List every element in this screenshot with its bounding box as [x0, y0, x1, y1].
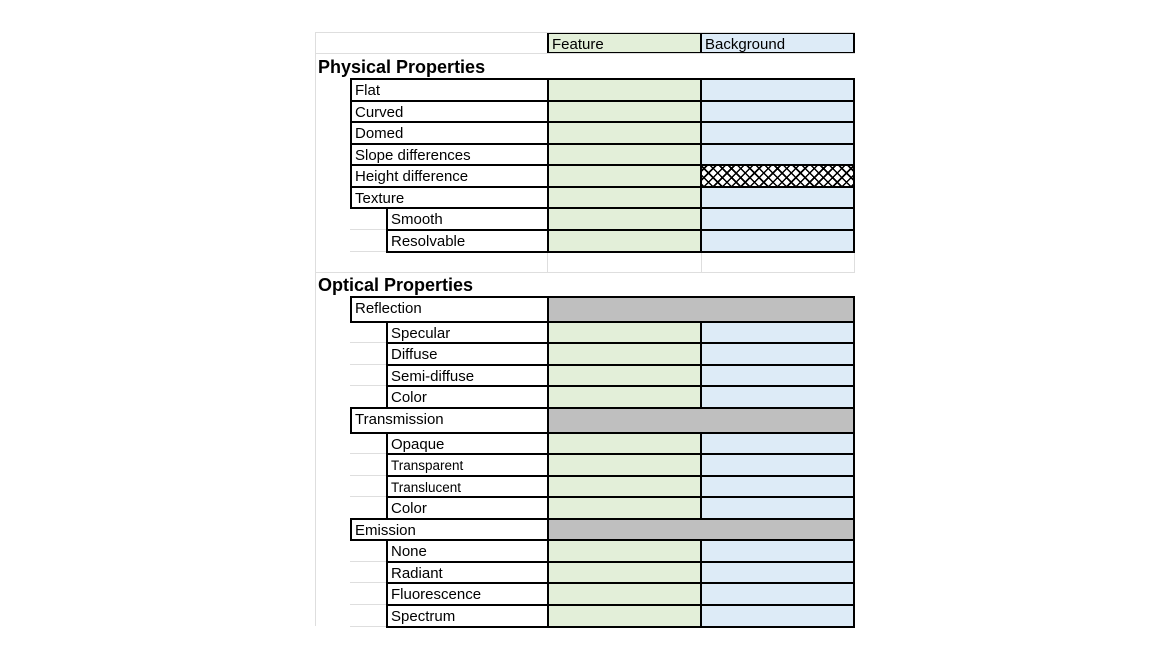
feature-cell-diffuse[interactable]: [547, 342, 702, 366]
background-cell-spectrum[interactable]: [700, 604, 855, 628]
row-label-fluorescence: Fluorescence: [386, 582, 549, 606]
gridline: [315, 53, 855, 54]
feature-cell-slope-differences[interactable]: [547, 143, 702, 166]
background-cell-opaque[interactable]: [700, 432, 855, 455]
row-label-specular: Specular: [386, 321, 549, 344]
background-cell-diffuse[interactable]: [700, 342, 855, 366]
hatched-background-cell-height-difference[interactable]: [700, 164, 855, 188]
gridline: [315, 32, 855, 33]
gridline: [350, 251, 386, 252]
background-cell-none[interactable]: [700, 539, 855, 563]
gridline: [350, 604, 386, 605]
gridline: [547, 251, 548, 273]
feature-cell-translucent[interactable]: [547, 475, 702, 498]
feature-cell-spectrum[interactable]: [547, 604, 702, 628]
row-label-diffuse: Diffuse: [386, 342, 549, 366]
gridline: [350, 342, 386, 343]
background-cell-color[interactable]: [700, 385, 855, 409]
background-cell-translucent[interactable]: [700, 475, 855, 498]
feature-cell-domed[interactable]: [547, 121, 702, 145]
background-cell-resolvable[interactable]: [700, 229, 855, 253]
row-label-emission: Emission: [350, 518, 549, 541]
row-label-flat: Flat: [350, 78, 549, 102]
gridline: [701, 251, 702, 273]
gridline: [350, 626, 386, 627]
feature-cell-height-difference[interactable]: [547, 164, 702, 188]
gridline: [315, 32, 316, 626]
row-label-domed: Domed: [350, 121, 549, 145]
background-cell-curved[interactable]: [700, 100, 855, 123]
group-bar-transmission: [547, 407, 855, 434]
background-cell-domed[interactable]: [700, 121, 855, 145]
row-label-color: Color: [386, 496, 549, 520]
feature-cell-smooth[interactable]: [547, 207, 702, 231]
row-label-texture: Texture: [350, 186, 549, 209]
background-cell-semi-diffuse[interactable]: [700, 364, 855, 387]
feature-cell-none[interactable]: [547, 539, 702, 563]
background-cell-fluorescence[interactable]: [700, 582, 855, 606]
row-label-none: None: [386, 539, 549, 563]
row-label-transmission: Transmission: [350, 407, 549, 434]
feature-cell-flat[interactable]: [547, 78, 702, 102]
gridline: [350, 561, 386, 562]
feature-cell-texture[interactable]: [547, 186, 702, 209]
row-label-slope-differences: Slope differences: [350, 143, 549, 166]
row-label-transparent: Transparent: [386, 453, 549, 477]
background-cell-slope-differences[interactable]: [700, 143, 855, 166]
group-bar-emission: [547, 518, 855, 541]
row-label-semi-diffuse: Semi-diffuse: [386, 364, 549, 387]
row-label-spectrum: Spectrum: [386, 604, 549, 628]
gridline: [350, 453, 386, 454]
feature-cell-transparent[interactable]: [547, 453, 702, 477]
background-cell-flat[interactable]: [700, 78, 855, 102]
row-label-translucent: Translucent: [386, 475, 549, 498]
row-label-smooth: Smooth: [386, 207, 549, 231]
row-label-opaque: Opaque: [386, 432, 549, 455]
feature-cell-semi-diffuse[interactable]: [547, 364, 702, 387]
row-label-resolvable: Resolvable: [386, 229, 549, 253]
gridline: [315, 272, 855, 273]
feature-cell-curved[interactable]: [547, 100, 702, 123]
gridline: [350, 475, 386, 476]
feature-cell-fluorescence[interactable]: [547, 582, 702, 606]
optical-properties-heading: Optical Properties: [318, 275, 474, 295]
background-cell-transparent[interactable]: [700, 453, 855, 477]
background-cell-color[interactable]: [700, 496, 855, 520]
row-label-radiant: Radiant: [386, 561, 549, 584]
background-cell-smooth[interactable]: [700, 207, 855, 231]
gridline: [350, 364, 386, 365]
feature-column-header[interactable]: Feature: [547, 32, 702, 54]
row-label-height-difference: Height difference: [350, 164, 549, 188]
gridline: [350, 385, 386, 386]
background-cell-specular[interactable]: [700, 321, 855, 344]
feature-cell-specular[interactable]: [547, 321, 702, 344]
feature-cell-opaque[interactable]: [547, 432, 702, 455]
gridline: [854, 251, 855, 273]
background-cell-radiant[interactable]: [700, 561, 855, 584]
background-cell-texture[interactable]: [700, 186, 855, 209]
gridline: [350, 229, 386, 230]
feature-cell-radiant[interactable]: [547, 561, 702, 584]
background-column-header[interactable]: Background: [700, 32, 855, 54]
row-label-curved: Curved: [350, 100, 549, 123]
row-label-reflection: Reflection: [350, 296, 549, 323]
physical-properties-heading: Physical Properties: [318, 57, 486, 77]
feature-cell-color[interactable]: [547, 496, 702, 520]
gridline: [350, 496, 386, 497]
row-label-color: Color: [386, 385, 549, 409]
group-bar-reflection: [547, 296, 855, 323]
feature-cell-resolvable[interactable]: [547, 229, 702, 253]
gridline: [350, 582, 386, 583]
feature-cell-color[interactable]: [547, 385, 702, 409]
